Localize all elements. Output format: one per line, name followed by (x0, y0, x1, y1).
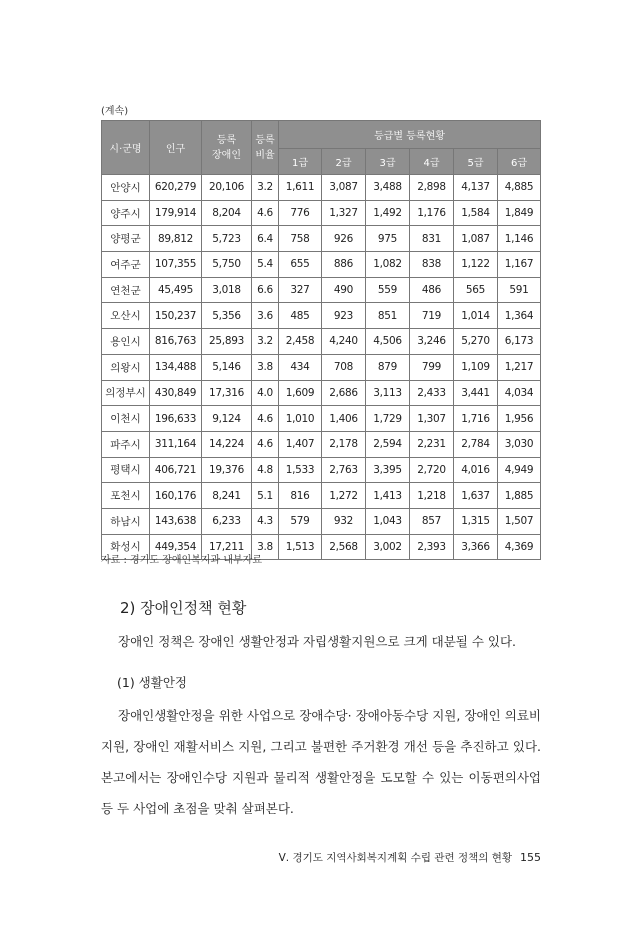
header-grade-1: 1급 (279, 149, 322, 175)
table-cell: 1,307 (410, 406, 454, 432)
table-cell: 816 (279, 483, 322, 509)
table-cell: 2,784 (454, 431, 498, 457)
region-name-cell: 여주군 (102, 252, 150, 278)
table-row (102, 431, 541, 457)
table-cell: 89,812 (150, 226, 202, 252)
table-cell: 579 (279, 508, 322, 534)
table-cell: 719 (410, 303, 454, 329)
table-cell: 1,885 (498, 483, 541, 509)
region-name-cell: 하남시 (102, 508, 150, 534)
table-cell: 4,034 (498, 380, 541, 406)
table-row (102, 329, 541, 355)
table-cell: 1,146 (498, 226, 541, 252)
region-name-cell: 포천시 (102, 483, 150, 509)
table-cell: 3,441 (454, 380, 498, 406)
header-registered-disabled: 등록 장애인 (202, 121, 252, 175)
table-cell: 5,750 (202, 252, 252, 278)
table-cell: 17,316 (202, 380, 252, 406)
paragraph-living-stability: 장애인생활안정을 위한 사업으로 장애수당· 장애아동수당 지원, 장애인 의료비 지원, 장애인 재활서비스 지원, 그리고 불편한 주거환경 개선 등을 추진하고 있다. 본고에서는 장애인수당 지원과 물리적 생활안정을 도모할 수 있는 이동편의사업 등 두 사업에 초점을 맞춰 살펴본다. (101, 708, 541, 816)
table-cell: 776 (279, 200, 322, 226)
table-row (102, 380, 541, 406)
table-cell: 1,315 (454, 508, 498, 534)
table-cell: 486 (410, 277, 454, 303)
table-cell: 2,568 (322, 534, 366, 560)
table-cell: 559 (366, 277, 410, 303)
table-cell: 620,279 (150, 175, 202, 201)
table-cell: 1,087 (454, 226, 498, 252)
table-cell: 923 (322, 303, 366, 329)
table-cell: 831 (410, 226, 454, 252)
header-grade-2: 2급 (322, 149, 366, 175)
table-cell: 3.8 (252, 534, 279, 560)
table-cell: 857 (410, 508, 454, 534)
table-cell: 799 (410, 354, 454, 380)
region-name-cell: 의왕시 (102, 354, 150, 380)
table-cell: 1,533 (279, 457, 322, 483)
table-cell: 1,729 (366, 406, 410, 432)
table-cell: 1,507 (498, 508, 541, 534)
table-cell: 490 (322, 277, 366, 303)
table-cell: 430,849 (150, 380, 202, 406)
table-cell: 1,327 (322, 200, 366, 226)
table-cell: 816,763 (150, 329, 202, 355)
table-cell: 8,241 (202, 483, 252, 509)
table-cell: 1,014 (454, 303, 498, 329)
table-cell: 5.4 (252, 252, 279, 278)
table-cell: 1,492 (366, 200, 410, 226)
table-cell: 655 (279, 252, 322, 278)
table-cell: 9,124 (202, 406, 252, 432)
region-name-cell: 화성시 (102, 534, 150, 560)
table-cell: 107,355 (150, 252, 202, 278)
table-cell: 6.6 (252, 277, 279, 303)
table-cell: 4,016 (454, 457, 498, 483)
page-footer (279, 850, 541, 865)
table-cell: 196,633 (150, 406, 202, 432)
table-cell: 160,176 (150, 483, 202, 509)
table-cell: 5,270 (454, 329, 498, 355)
header-grade-4: 4급 (410, 149, 454, 175)
table-cell: 406,721 (150, 457, 202, 483)
table-cell: 565 (454, 277, 498, 303)
region-name-cell: 파주시 (102, 431, 150, 457)
table-body (102, 175, 541, 560)
table-cell: 20,106 (202, 175, 252, 201)
header-grade-5: 5급 (454, 149, 498, 175)
table-cell: 2,393 (410, 534, 454, 560)
table-cell: 1,082 (366, 252, 410, 278)
table-cell: 1,043 (366, 508, 410, 534)
table-cell: 6.4 (252, 226, 279, 252)
table-cell: 926 (322, 226, 366, 252)
table-cell: 4,137 (454, 175, 498, 201)
table-cell: 1,364 (498, 303, 541, 329)
table-cell: 4.3 (252, 508, 279, 534)
table-cell: 3.2 (252, 329, 279, 355)
table-cell: 851 (366, 303, 410, 329)
region-name-cell: 용인시 (102, 329, 150, 355)
table-cell: 3,030 (498, 431, 541, 457)
table-cell: 2,720 (410, 457, 454, 483)
header-grade-3: 3급 (366, 149, 410, 175)
table-cell: 485 (279, 303, 322, 329)
table-cell: 2,433 (410, 380, 454, 406)
table-cell: 3,246 (410, 329, 454, 355)
table-cell: 6,173 (498, 329, 541, 355)
table-cell: 449,354 (150, 534, 202, 560)
table-cell: 591 (498, 277, 541, 303)
table-cell: 932 (322, 508, 366, 534)
table-cell: 3.6 (252, 303, 279, 329)
table-cell: 134,488 (150, 354, 202, 380)
subsection-title: (1) 생활안정 (117, 675, 187, 690)
table-cell: 3,002 (366, 534, 410, 560)
continued-label: (계속) (101, 106, 129, 117)
table-cell: 19,376 (202, 457, 252, 483)
table-cell: 45,495 (150, 277, 202, 303)
table-cell: 879 (366, 354, 410, 380)
table-cell: 3,018 (202, 277, 252, 303)
region-name-cell: 양평군 (102, 226, 150, 252)
table-cell: 4.0 (252, 380, 279, 406)
table-cell: 2,763 (322, 457, 366, 483)
table-cell: 1,407 (279, 431, 322, 457)
disabled-registration-table (101, 120, 541, 560)
region-name-cell: 양주시 (102, 200, 150, 226)
table-cell: 1,611 (279, 175, 322, 201)
table-cell: 1,849 (498, 200, 541, 226)
table-cell: 1,956 (498, 406, 541, 432)
table-cell: 1,406 (322, 406, 366, 432)
table-row (102, 277, 541, 303)
table-cell: 1,716 (454, 406, 498, 432)
table-cell: 3,366 (454, 534, 498, 560)
region-name-cell: 연천군 (102, 277, 150, 303)
table-cell: 4.6 (252, 200, 279, 226)
table-row (102, 508, 541, 534)
table-row (102, 200, 541, 226)
page-number: 155 (520, 851, 541, 864)
table-cell: 3.8 (252, 354, 279, 380)
table-row (102, 406, 541, 432)
table-cell: 4,240 (322, 329, 366, 355)
table-cell: 1,217 (498, 354, 541, 380)
table-cell: 975 (366, 226, 410, 252)
table-cell: 143,638 (150, 508, 202, 534)
table-cell: 2,594 (366, 431, 410, 457)
table-cell: 4.6 (252, 431, 279, 457)
region-name-cell: 안양시 (102, 175, 150, 201)
table-cell: 1,609 (279, 380, 322, 406)
table-cell: 1,167 (498, 252, 541, 278)
table-cell: 1,176 (410, 200, 454, 226)
table-cell: 6,233 (202, 508, 252, 534)
table-row (102, 483, 541, 509)
table-cell: 2,231 (410, 431, 454, 457)
table-cell: 1,218 (410, 483, 454, 509)
table-cell: 3,488 (366, 175, 410, 201)
table-cell: 4.6 (252, 406, 279, 432)
table-row (102, 175, 541, 201)
table-cell: 838 (410, 252, 454, 278)
region-name-cell: 평택시 (102, 457, 150, 483)
paragraph-intro: 장애인 정책은 장애인 생활안정과 자립생활지원으로 크게 대분될 수 있다. (118, 634, 517, 649)
table-row (102, 303, 541, 329)
table-cell: 1,584 (454, 200, 498, 226)
table-cell: 25,893 (202, 329, 252, 355)
table-cell: 3,113 (366, 380, 410, 406)
table-cell: 886 (322, 252, 366, 278)
header-region: 시·군명 (102, 121, 150, 175)
table-cell: 3,395 (366, 457, 410, 483)
region-name-cell: 의정부시 (102, 380, 150, 406)
table-cell: 1,513 (279, 534, 322, 560)
source-note: 자료 : 경기도 장애인복지과 내부자료 (101, 555, 262, 566)
table-row (102, 354, 541, 380)
table-cell: 311,164 (150, 431, 202, 457)
table-cell: 5,146 (202, 354, 252, 380)
table-cell: 179,914 (150, 200, 202, 226)
table-cell: 4.8 (252, 457, 279, 483)
table-cell: 2,686 (322, 380, 366, 406)
table-cell: 8,204 (202, 200, 252, 226)
table-cell: 5.1 (252, 483, 279, 509)
table-cell: 5,356 (202, 303, 252, 329)
table-cell: 150,237 (150, 303, 202, 329)
table-cell: 434 (279, 354, 322, 380)
table-cell: 14,224 (202, 431, 252, 457)
table-cell: 1,010 (279, 406, 322, 432)
table-cell: 1,272 (322, 483, 366, 509)
table-cell: 17,211 (202, 534, 252, 560)
table-row (102, 457, 541, 483)
header-population: 인구 (150, 121, 202, 175)
table-cell: 758 (279, 226, 322, 252)
table-row (102, 252, 541, 278)
table-cell: 2,898 (410, 175, 454, 201)
region-name-cell: 오산시 (102, 303, 150, 329)
table-cell: 1,122 (454, 252, 498, 278)
header-grade-6: 6급 (498, 149, 541, 175)
table-cell: 708 (322, 354, 366, 380)
table-cell: 3,087 (322, 175, 366, 201)
table-cell: 4,506 (366, 329, 410, 355)
table-cell: 3.2 (252, 175, 279, 201)
header-grade-group: 등급별 등록현황 (279, 121, 541, 149)
table-cell: 1,109 (454, 354, 498, 380)
table-row (102, 226, 541, 252)
table-cell: 4,885 (498, 175, 541, 201)
table-cell: 4,369 (498, 534, 541, 560)
region-name-cell: 이천시 (102, 406, 150, 432)
table-cell: 327 (279, 277, 322, 303)
table-cell: 5,723 (202, 226, 252, 252)
section-title: 2) 장애인정책 현황 (120, 599, 247, 617)
table-cell: 2,178 (322, 431, 366, 457)
table-cell: 1,413 (366, 483, 410, 509)
table-cell: 1,637 (454, 483, 498, 509)
table-cell: 2,458 (279, 329, 322, 355)
table-cell: 4,949 (498, 457, 541, 483)
footer-chapter: Ⅴ. 경기도 지역사회복지계획 수립 관련 정책의 현황 (278, 852, 512, 864)
header-registration-rate: 등록 비율 (252, 121, 279, 175)
